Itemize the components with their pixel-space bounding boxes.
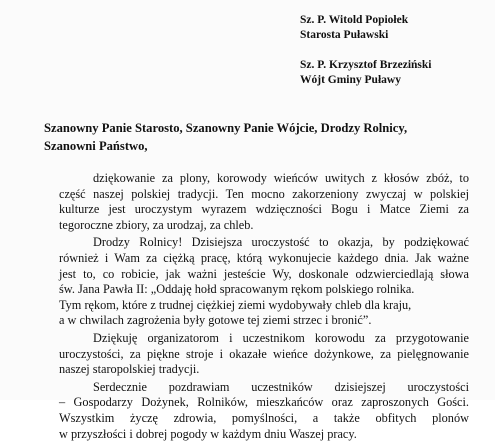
salutation-line: Szanowni Państwo, [44,139,148,153]
paragraph-greetings [59,380,469,442]
body-line: uroczystości, za piękne stroje i okazałe wieńce dożynkowe, za pielęgnowanie [59,346,469,361]
body-line: Tym rękom, które z trudnej ciężkiej ziemi wydobywały chleb dla kraju, [59,297,412,312]
body-line: kulturze jest uroczystym wyrazem wdzięczności Bogu i Matce Ziemi za [59,202,469,217]
body-line: część naszej polskiej tradycji. Ten mocno zakorzeniony zwyczaj w polskiej [59,186,469,201]
body-line: Serdecznie pozdrawiam uczestników dzisiejszej uroczystości [93,379,469,394]
body-line: jest to, co robicie, jak ważni jesteście Wy, doskonale odzwierciedlają słowa [59,266,469,281]
paragraph-thanks [59,171,469,233]
salutation-line: Szanowny Panie Starosto, Szanowny Panie Wójcie, Drodzy Rolnicy, [44,121,408,135]
body-line: a w chwilach zagrożenia były gotowe tej ziemi strzec i bronić”. [59,313,372,328]
addressee-title: Starosta Puławski [300,29,389,41]
body-line: naszej staropolskiej tradycji. [59,362,200,377]
addressee-title: Wójt Gminy Puławy [300,74,401,86]
body-line: tegoroczne zbiory, za urodzaj, za chleb. [59,217,254,232]
body-line: również i Wam za ciężką pracę, którą wykonujecie każdego dnia. Jak ważne [59,250,469,265]
body-line: św. Jana Pawła II: „Oddaję hołd spracowanym rękom polskiego rolnika. [59,282,415,297]
paragraph-organizers [59,331,469,378]
body-line: Dziękuję organizatorom i uczestnikom korowodu za przygotowanie [93,330,469,345]
paragraph-farmers [59,235,469,329]
body-line: dziękowanie za plony, korowody wieńców uwitych z kłosów zbóż, to [93,171,469,185]
body-line: – Gospodarzy Dożynek, Rolników, mieszkańców oraz zaproszonych Gości. [59,395,469,410]
addressee-block-1 [300,13,408,43]
salutation [44,119,407,155]
body-line: w przyszłości i dobrej pogody w każdym dniu Waszej pracy. [59,426,357,441]
body-line: Drodzy Rolnicy! Dzisiejsza uroczystość to okazja, by podziękować [93,235,469,250]
addressee-name: Sz. P. Krzysztof Brzeziński [300,59,432,71]
body-line: Wszystkim życzę zdrowia, pomyślności, a także obfitych plonów [59,410,469,425]
letter-body [59,171,469,444]
addressee-block-2 [300,58,431,88]
addressee-name: Sz. P. Witold Popiołek [300,14,409,26]
